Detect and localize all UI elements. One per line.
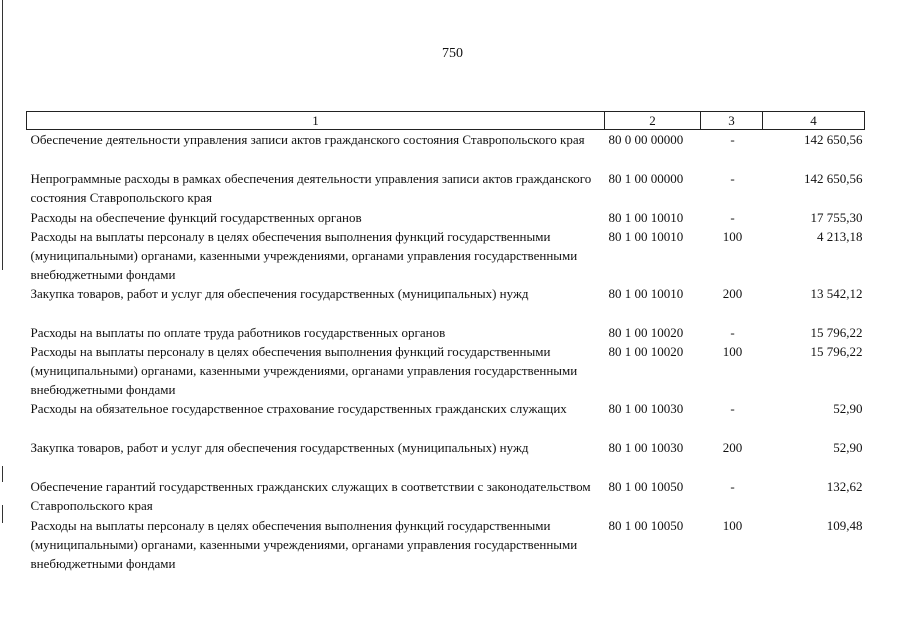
scan-edge-line [2,466,3,482]
row-amount: 4 213,18 [817,228,863,244]
row-name: Закупка товаров, работ и услуг для обеспечения государственных (муниципальных) нужд [30,285,529,301]
table-row [27,323,865,342]
table-row [27,169,865,208]
row-name: Непрограммные расходы в рамках обеспечения деятельности управления записи актов гражданского состояния Ставропольского края [30,170,592,205]
row-expense-type: 100 [722,343,743,359]
row-code: 80 1 00 10050 [608,517,684,533]
row-amount: 142 650,56 [804,170,863,186]
scan-edge-line [2,505,3,523]
row-name: Расходы на выплаты персоналу в целях обеспечения выполнения функций государственными (муниципальными) органами, казенными учреждениями, органами управления государственными внебюджетными фондами [30,517,578,571]
row-amount: 52,90 [833,400,863,416]
row-code: 80 1 00 10010 [608,209,684,225]
row-code: 80 1 00 10030 [608,400,684,416]
column-header-3: 3 [701,112,763,130]
table-row [27,477,865,516]
row-amount: 13 542,12 [810,285,863,301]
row-amount: 15 796,22 [810,324,863,340]
row-name: Обеспечение деятельности управления записи актов гражданского состояния Ставропольского края [30,132,585,147]
row-name: Закупка товаров, работ и услуг для обеспечения государственных (муниципальных) нужд [30,439,529,455]
row-code: 80 1 00 10020 [608,324,684,340]
table-row [27,284,865,323]
row-expense-type: 100 [722,228,743,244]
row-amount: 52,90 [833,439,863,455]
budget-table [26,111,865,573]
scan-edge-line [2,0,3,270]
row-expense-type: - [730,170,735,186]
row-expense-type: - [730,209,735,225]
row-name: Расходы на обязательное государственное страхование государственных гражданских служащих [30,400,567,416]
row-code: 80 1 00 10050 [608,478,684,494]
row-name: Расходы на выплаты персоналу в целях обеспечения выполнения функций государственными (муниципальными) органами, казенными учреждениями, органами управления государственными внебюджетными фондами [30,343,578,397]
row-name: Обеспечение гарантий государственных гражданских служащих в соответствии с законодательством Ставропольского края [30,478,591,513]
table-row [27,130,865,169]
row-expense-type: 100 [722,517,743,533]
row-expense-type: - [730,400,735,416]
row-code: 80 1 00 10020 [608,343,684,359]
row-expense-type: 200 [722,439,743,455]
table-row [27,399,865,438]
row-expense-type: - [730,132,735,147]
row-name: Расходы на выплаты по оплате труда работников государственных органов [30,324,446,340]
table-row [27,438,865,477]
table-header-row [27,112,865,130]
row-expense-type: - [730,324,735,340]
table-row [27,208,865,227]
table-row [27,516,865,573]
column-header-1: 1 [27,112,605,130]
row-amount: 15 796,22 [810,343,863,359]
row-amount: 132,62 [826,478,863,494]
row-amount: 142 650,56 [804,132,863,147]
column-header-2: 2 [605,112,701,130]
row-expense-type: 200 [722,285,743,301]
row-amount: 17 755,30 [810,209,863,225]
row-code: 80 1 00 10010 [608,228,684,244]
row-code: 80 1 00 10030 [608,439,684,455]
table-row [27,227,865,284]
row-name: Расходы на выплаты персоналу в целях обеспечения выполнения функций государственными (муниципальными) органами, казенными учреждениями, органами управления государственными внебюджетными фондами [30,228,578,282]
page-number: 750 [442,46,463,61]
table-row [27,342,865,399]
row-amount: 109,48 [826,517,863,533]
row-code: 80 0 00 00000 [608,132,684,147]
row-code: 80 1 00 00000 [608,170,684,186]
row-expense-type: - [730,478,735,494]
row-name: Расходы на обеспечение функций государственных органов [30,209,362,225]
column-header-4: 4 [763,112,865,130]
row-code: 80 1 00 10010 [608,285,684,301]
